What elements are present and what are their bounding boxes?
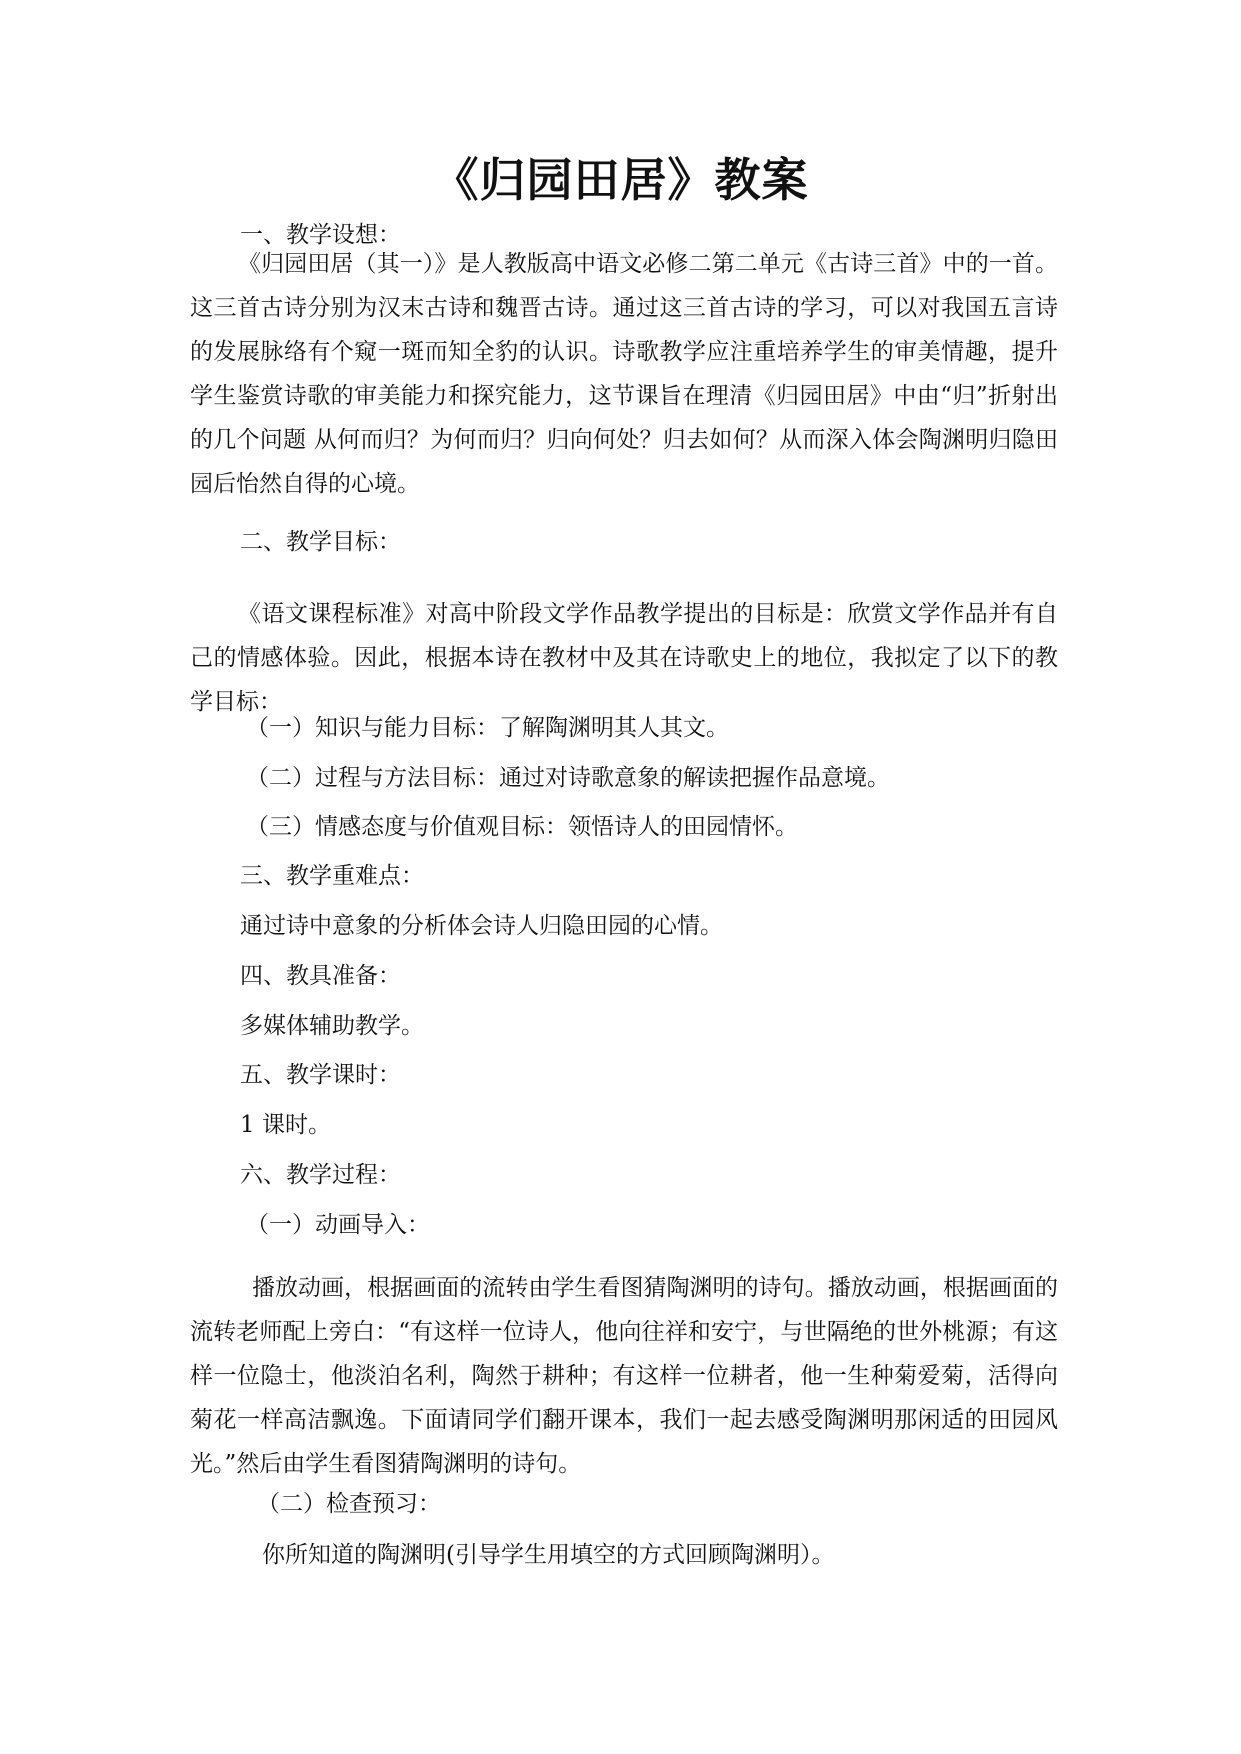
section-heading-teaching-aids: 四、教具准备： bbox=[240, 963, 401, 989]
paragraph-teaching-goals: 《语文课程标准》对高中阶段文学作品教学提出的目标是：欣赏文学作品并有自己的情感体验。因此，根据本诗在教材中及其在诗歌史上的地位，我拟定了以下的教学目标： bbox=[190, 601, 1058, 715]
document-title: 《归园田居》教案 bbox=[432, 153, 809, 207]
section-heading-teaching-concept: 一、教学设想： bbox=[240, 222, 401, 248]
paragraph-teaching-concept: 《归园田居（其一）》是人教版高中语文必修二第二单元《古诗三首》中的一首。这三首古诗分别为汉末古诗和魏晋古诗。通过这三首古诗的学习，可以对我国五言诗的发展脉络有个窥一斑而知全豹的认识。诗歌教学应注重培养学生的审美情趣，提升学生鉴赏诗歌的审美能力和探究能力，这节课旨在理清《归园田居》中由“归”折射出的几个问题 从何而归？为何而归？归向何处？归去如何？从而深入体会陶渊明归隐田园后怡然自得的心境。 bbox=[190, 251, 1058, 497]
section-heading-key-difficulties: 三、教学重难点： bbox=[240, 863, 424, 889]
goal-emotion-values: （三）情感态度与价值观目标：领悟诗人的田园情怀。 bbox=[246, 814, 798, 840]
section-heading-teaching-goals: 二、教学目标： bbox=[240, 529, 401, 555]
subsection-animation-intro: （一）动画导入： bbox=[246, 1212, 430, 1238]
goal-knowledge-ability: （一）知识与能力目标：了解陶渊明其人其文。 bbox=[246, 715, 729, 741]
section-heading-class-hours: 五、教学课时： bbox=[240, 1062, 401, 1088]
key-difficulties-text: 通过诗中意象的分析体会诗人归隐田园的心情。 bbox=[240, 913, 723, 939]
class-hours-text: 1 课时。 bbox=[240, 1112, 331, 1138]
goal-process-method: （二）过程与方法目标：通过对诗歌意象的解读把握作品意境。 bbox=[246, 765, 890, 791]
subsection-check-preview: （二）检查预习： bbox=[257, 1491, 441, 1517]
section-heading-teaching-process: 六、教学过程： bbox=[240, 1162, 401, 1188]
teaching-aids-text: 多媒体辅助教学。 bbox=[240, 1013, 424, 1039]
check-preview-text: 你所知道的陶渊明(引导学生用填空的方式回顾陶渊明）。 bbox=[262, 1542, 835, 1568]
paragraph-animation-intro: 播放动画，根据画面的流转由学生看图猜陶渊明的诗句。播放动画，根据画面的流转老师配上旁白：“有这样一位诗人，他向往祥和安宁，与世隔绝的世外桃源；有这样一位隐士，他淡泊名利，陶然于耕种；有这样一位耕者，他一生种菊爱菊，活得向菊花一样高洁飘逸。下面请同学们翻开课本，我们一起去感受陶渊明那闲适的田园风光。”然后由学生看图猜陶渊明的诗句。 bbox=[190, 1275, 1058, 1477]
